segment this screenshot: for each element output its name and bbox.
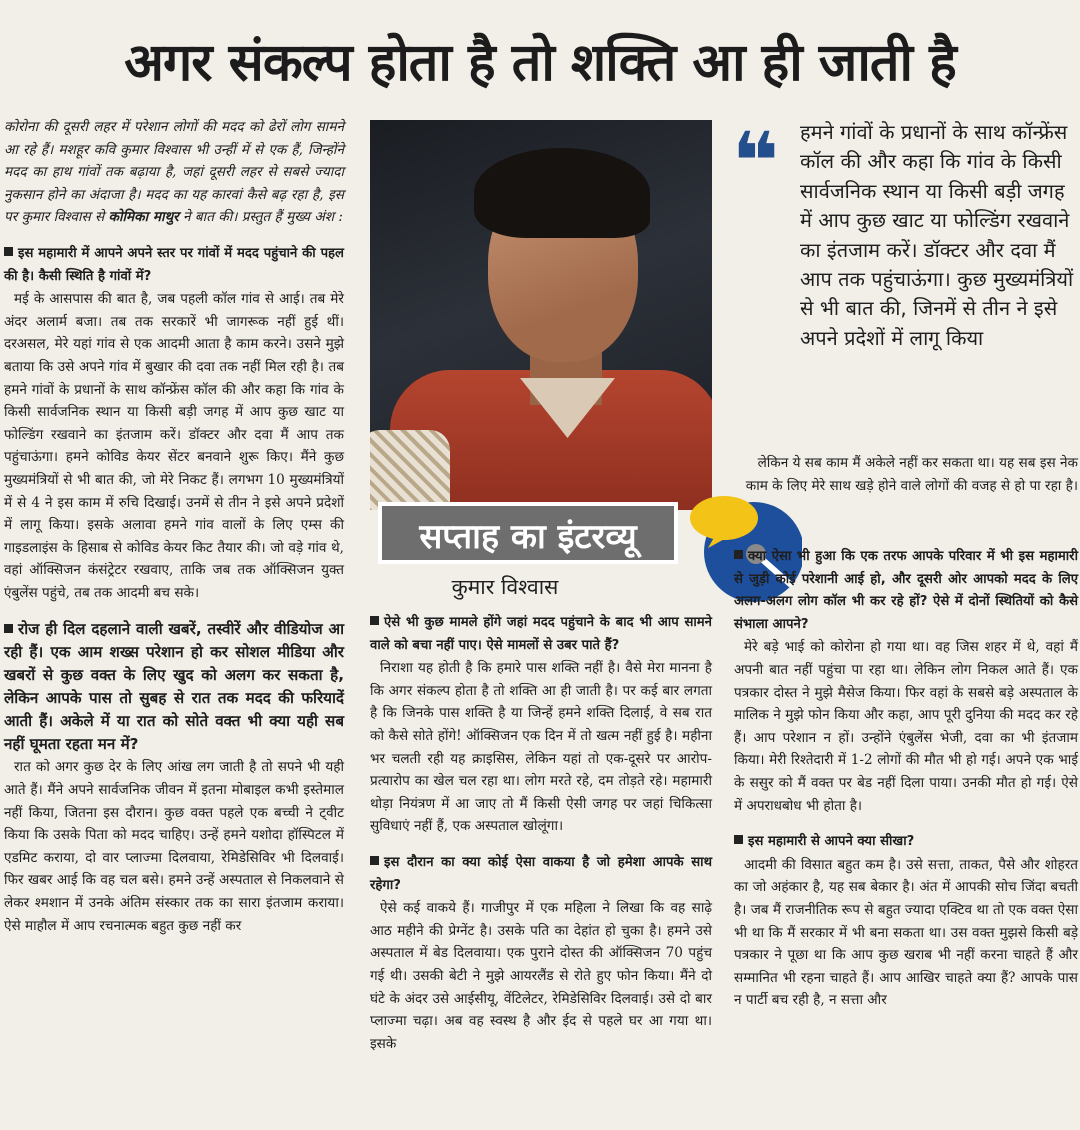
headline: अगर संकल्प होता है तो शक्ति आ ही जाती है [124, 33, 956, 93]
bullet-square-icon [370, 856, 379, 865]
question-1: इस महामारी में आपने अपने स्तर पर गांवों में मदद पहुंचाने की पहल की है। कैसी स्थिति है गांवों में? [4, 245, 344, 284]
question-6: इस महामारी से आपने क्या सीखा? [734, 831, 1078, 854]
answer-1: मई के आसपास की बात है, जब पहली कॉल गांव से आई। तब मेरे अंदर अलार्म बजा। तब तक सरकारें भी जागरूक नहीं हुई थीं। दरअसल, मेरे यहां गांव से एक आदमी आता है काम करने। उसने मुझे बताया कि उसे अपने गांव में बुखार की दवा तक नहीं मिल रही है। तब हमने गांवों के प्रधानों के साथ कॉन्फ्रेंस कॉल की और कहा कि गांव के किसी सार्वजनिक स्थान या किसी बड़ी जगह में आप कुछ खाट या फोल्डिंग रखवाने का इंतजाम करें। डॉक्टर और दवा मैं आप तक पहुंचाऊंगा। हमने कोविड केयर सेंटर बनवाने शुरू किए। मैंने कुछ मुख्यमंत्रियों से भी बात की, जो मेरे निकट हैं। लगभग 10 मुख्यमंत्रियों में से 4 ने इस काम में रुचि दिखाई। उनमें से तीन ने इसे अपने प्रदेशों में लागू किया। इसके अलावा हमने गांव वालों के लिए एम्स की गाइडलाइंस के हिसाब से कोविड केयर किट तैयार की। जो वड़े गांव थे, वहां ऑक्सिजन कंसंट्रेटर रखवाए, ताकि जब तक ऑक्सिजन युक्त एंबुलेंस पहुंचे, तब तक आदमी बच सके। [4, 291, 344, 601]
answer-4: ऐसे कई वाकये हैं। गाजीपुर में एक महिला ने लिखा कि वह साढ़े आठ महीने की प्रेग्नेंट है। उसके पति का देहांत हो चुका है। हमने उसे अस्पताल में बेड दिलवाया। एक पुराने दोस्त की ऑक्सिजन 70 पहुंच गई थी। उसकी बेटी ने मुझे आयरलैंड से रोते हुए फोन किया। मैंने दो घंटे के अंदर उसे आईसीयू, वेंटिलेटर, रेमिडेसिविर दिलवाई। उसे दो बार प्लाज्मा चढ़ा। अब वह स्वस्थ है और ईद से पहले घर आ गया था। इसके [370, 900, 712, 1052]
bullet-square-icon [734, 550, 743, 559]
quote-mark-icon: ❝ [732, 115, 779, 208]
byline: कुमार विश्वास [451, 575, 559, 599]
interviewee-photo [370, 120, 712, 510]
answer-5: मेरे बड़े भाई को कोरोना हो गया था। वह जिस शहर में थे, वहां मैं अपनी बात नहीं पहुंचा पा रहा था। लेकिन लोग निकल आते हैं। एक पत्रकार दोस्त ने मुझे मैसेज किया। फिर वहां के सबसे बड़े अस्पताल के मालिक ने मुझे फोन किया और कहा, आप पूरी दुनिया की मदद कर रहे हैं। आप परेशान न हों। उन्होंने एंबुलेंस भेजी, दवा का भी इंतजाम किया। मेरी रिश्तेदारी में 1-2 लोगों की मौत भी हो गई। अपने एक भाई के ससुर को मैं वक्त पर बेड नहीं दिला पाया। उनकी मौत हो गई। ऐसे में अपराधबोध भी होता है। [734, 639, 1078, 814]
bullet-square-icon [370, 616, 379, 625]
bullet-square-icon [734, 835, 743, 844]
answer-3: निराशा यह होती है कि हमारे पास शक्ति नहीं है। वैसे मेरा मानना है कि अगर संकल्प होता है तो शक्ति आ ही जाती है। पर कई बार लगता है कि जिनके पास शक्ति है या जिन्हें हमने शक्ति दिलाई, वे सब रात को कैसे सोते होंगे! ऑक्सिजन एक दिन में तो खत्म नहीं हुई है। महीना भर चलती रही यह क्राइसिस, लेकिन यहां तो एक-दूसरे पर आरोप-प्रत्यारोप का खेल चल रहा था। लोग मरते रहे, दम तोड़ते रहे। महामारी थोड़ा नियंत्रण में आ जाए तो मैं किसी ऐसी जगह पर जहां चिकित्सा सुविधाएं नहीं हैं, एक अस्पताल खोलूंगा। [370, 660, 712, 835]
photo-hair [474, 148, 650, 238]
intro-paragraph: कोरोना की दूसरी लहर में परेशान लोगों की मदद को ढेरों लोग सामने आ रहे हैं। मशहूर कवि कुमार विश्वास भी उन्हीं में से एक हैं, जिन्होंने मदद का हाथ गांवों तक बढ़ाया है, जहां दूसरी लहर से सबसे ज्यादा नुकसान होने का अंदाजा है। मदद का यह कारवां कैसे बढ़ रहा है, इस पर कुमार विश्वास से कोमिका माथुर ने बात की। प्रस्तुत हैं मुख्य अंश : [4, 119, 344, 226]
pull-quote-continuation: लेकिन ये सब काम मैं अकेले नहीं कर सकता था। यह सब इस नेक काम के लिए मेरे साथ खड़े होने वाले लोगों की वजह से हो पा रहा है। [745, 455, 1078, 494]
interview-banner: सप्ताह का इंटरव्यू [378, 502, 678, 564]
column-2 [370, 612, 712, 1055]
question-2: रोज ही दिल दहलाने वाली खबरें, तस्वीरें और वीडियोज आ रही हैं। एक आम शख्स परेशान हो कर सोशल मीडिया और खबरों से कुछ वक्त के लिए खुद को अलग कर सकता है, लेकिन आपके पास तो सुबह से रात तक मदद की फरियादें आती हैं। अकेले में या रात को सोते वक्त भी क्या यही सब नहीं घूमता रहता मन में? [4, 620, 344, 754]
question-5: क्या ऐसा भी हुआ कि एक तरफ आपके परिवार में भी इस महामारी से जुड़ी कोई परेशानी आई हो, और दूसरी ओर आपको मदद के लिए अलग-अलग लोग कॉल भी कर रहे हों? ऐसे में दोनों स्थितियों को कैसे संभाला आपने? [734, 549, 1078, 632]
bullet-square-icon [4, 247, 13, 256]
bullet-square-icon [4, 624, 13, 633]
pull-quote: हमने गांवों के प्रधानों के साथ कॉन्फ्रेंस कॉल की और कहा कि गांव के किसी सार्वजनिक स्थान या किसी बड़ी जगह में आप कुछ खाट या फोल्डिंग रखवाने का इंतजाम करें। डॉक्टर और दवा मैं आप तक पहुंचाऊंगा। कुछ मुख्यमंत्रियों से भी बात की, जिनमें से तीन ने इसे अपने प्रदेशों में लागू किया [800, 120, 1074, 350]
answer-2: रात को अगर कुछ देर के लिए आंख लग जाती है तो सपने भी यही आते हैं। मैंने अपने सार्वजनिक जीवन में इतना मोबाइल कभी इस्तेमाल नहीं किया, जितना इस दौरान। कुछ वक्त पहले एक बच्ची ने ट्वीट किया कि उसके पिता को मदद चाहिए। उन्हें हमने यशोदा हॉस्पिटल में एडमिट कराया, दो वार प्लाज्मा दिलवाया, रेमिडेसिविर भी दिलवाई। फिर खबर आई कि वह चल बसे। हमने उन्हें अस्पताल से निकलवाने से लेकर श्मशान में उनके अंतिम संस्कार तक का सारा इंतजाम कराया। ऐसे माहौल में आप रचनात्मक बहुत कुछ नहीं कर [4, 759, 344, 934]
answer-6: आदमी की विसात बहुत कम है। उसे सत्ता, ताकत, पैसे और शोहरत का जो अहंकार है, यह सब बेकार है। अंत में आपकी सोच जिंदा बचती है। जब मैं राजनीतिक रूप से बहुत ज्यादा एक्टिव था तो एक वक्त ऐसा भी था कि मैं सरकार में भी बना सकता था। उस वक्त मुझसे किसी बड़े पत्रकार ने पूछा था कि आप कुछ खराब भी नहीं करना चाहते हैं और सम्मानित भी रहना चाहते हैं। आप आखिर चाहते क्या हैं? आपके पास न पार्टी बच रही है, न सत्ता और [734, 856, 1078, 1009]
column-3 [734, 546, 1078, 1012]
question-3: ऐसे भी कुछ मामले होंगे जहां मदद पहुंचाने के बाद भी आप सामने वाले को बचा नहीं पाए। ऐसे मामलों से उबर पाते हैं? [370, 615, 712, 653]
column-1 [4, 116, 344, 937]
question-4: इस दौरान का क्या कोई ऐसा वाकया है जो हमेशा आपके साथ रहेगा? [370, 854, 712, 893]
interviewer-name: कोमिका माथुर [108, 209, 179, 226]
photo-scarf [370, 430, 450, 510]
